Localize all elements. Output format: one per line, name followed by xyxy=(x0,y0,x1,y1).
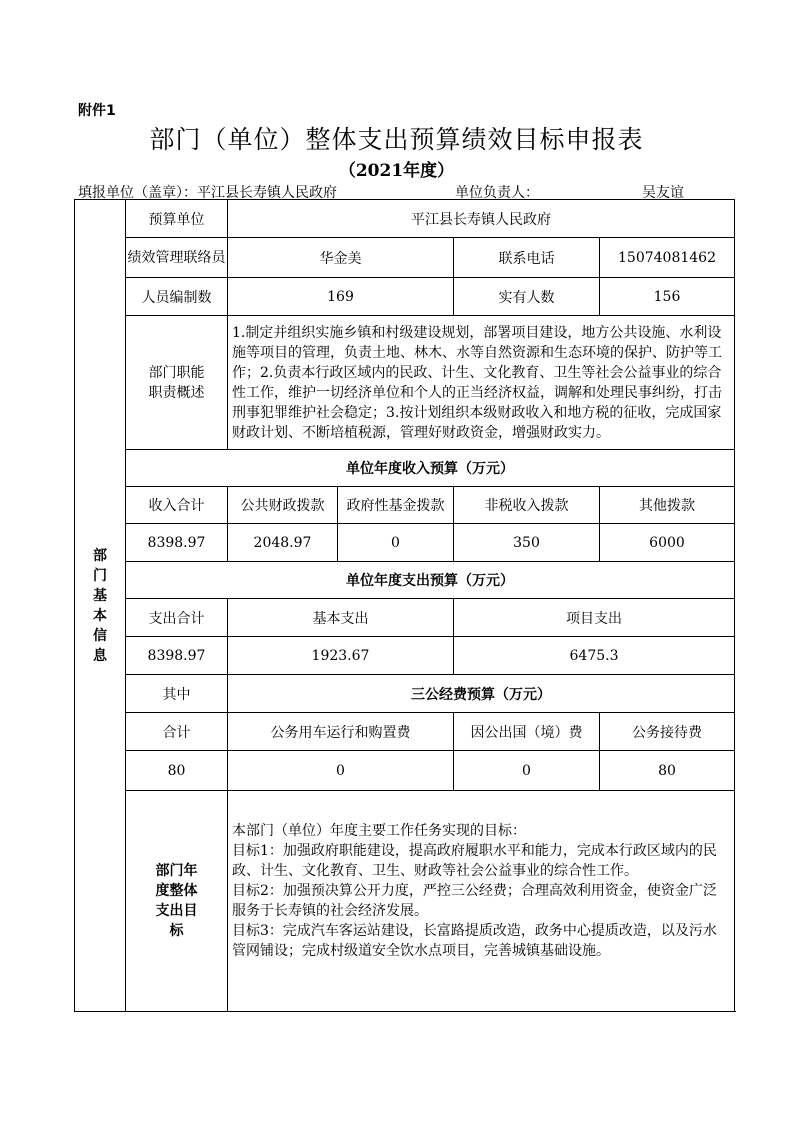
goals-intro: 本部门（单位）年度主要工作任务实现的目标： xyxy=(232,823,526,839)
duties-text: 1.制定并组织实施乡镇和村级建设规划，部署项目建设，地方公共设施、水利设施等项目的管理，负责土地、林木、水等自然资源和生态环境的保护、防护等工作；2.负责本行政区域内的民政、计生、文化教育、卫生等社会公益事业的综合性工作，维护一切经济单位和个人的正当经济权益，调解和处理民事纠纷，打击刑事犯罪维护社会稳定；3.按计划组织本级财政收入和地方税的征收，完成国家财政计划、不断培植税源，管理好财政资金，增强财政实力。 xyxy=(228,316,735,450)
actual-staff-value: 156 xyxy=(600,278,735,316)
income-value: 0 xyxy=(338,524,454,562)
phone-label: 联系电话 xyxy=(454,238,600,278)
income-value: 350 xyxy=(454,524,600,562)
expense-value: 8398.97 xyxy=(126,637,228,675)
staff-quota-label: 人员编制数 xyxy=(126,278,228,316)
three-public-header: 公务接待费 xyxy=(600,713,735,751)
actual-staff-label: 实有人数 xyxy=(454,278,600,316)
goal-item: 目标2：加强预决算公开力度，严控三公经费；合理高效利用资金，使资金广泛服务于长寿镇的社会经济发展。 xyxy=(232,883,717,919)
three-public-title: 三公经费预算（万元） xyxy=(228,675,735,713)
income-header: 其他拨款 xyxy=(600,487,735,524)
income-value: 8398.97 xyxy=(126,524,228,562)
three-public-value: 80 xyxy=(126,751,228,791)
head-label: 单位负责人： xyxy=(455,185,539,201)
expense-header: 支出合计 xyxy=(126,599,228,637)
goal-item: 目标1：加强政府职能建设，提高政府履职水平和能力，完成本行政区域内的民政、计生、文化教育、卫生、财政等社会公益事业的综合性工作。 xyxy=(232,843,717,879)
among-label: 其中 xyxy=(126,675,228,713)
three-public-header: 因公出国（境）费 xyxy=(454,713,600,751)
three-public-header: 公务用车运行和购置费 xyxy=(228,713,454,751)
report-year: （2021年度） xyxy=(338,161,455,181)
expense-header: 基本支出 xyxy=(228,599,454,637)
expense-value: 6475.3 xyxy=(454,637,735,675)
section-goals xyxy=(126,791,228,1012)
three-public-value: 0 xyxy=(228,751,454,791)
contact-value: 华金美 xyxy=(228,238,454,278)
page-title: 部门（单位）整体支出预算绩效目标申报表 xyxy=(149,125,644,154)
budget-unit-label: 预算单位 xyxy=(126,200,228,238)
section-basic-info xyxy=(75,200,126,1012)
income-value: 2048.97 xyxy=(228,524,338,562)
income-value: 6000 xyxy=(600,524,735,562)
goal-item: 目标3：完成汽车客运站建设，长富路提质改造，政务中心提质改造，以及污水管网铺设；完成村级道安全饮水点项目，完善城镇基础设施。 xyxy=(232,923,717,959)
three-public-value: 80 xyxy=(600,751,735,791)
income-header: 公共财政拨款 xyxy=(228,487,338,524)
expense-title: 单位年度支出预算（万元） xyxy=(126,562,735,599)
goals-cell xyxy=(228,791,735,1012)
three-public-value: 0 xyxy=(454,751,600,791)
expense-value: 1923.67 xyxy=(228,637,454,675)
expense-header: 项目支出 xyxy=(454,599,735,637)
income-header: 非税收入拨款 xyxy=(454,487,600,524)
income-title: 单位年度收入预算（万元） xyxy=(126,450,735,487)
income-header: 收入合计 xyxy=(126,487,228,524)
staff-quota-value: 169 xyxy=(228,278,454,316)
head-name: 吴友谊 xyxy=(642,185,684,201)
section-goals-label: 部门年度整体支出目标 xyxy=(155,863,198,939)
phone-value: 15074081462 xyxy=(600,238,735,278)
fill-unit: 填报单位（盖章）：平江县长寿镇人民政府 xyxy=(78,185,337,201)
contact-label: 绩效管理联络员 xyxy=(126,238,228,278)
budget-form-table xyxy=(74,199,735,1012)
budget-unit-value: 平江县长寿镇人民政府 xyxy=(228,200,735,238)
three-public-header: 合计 xyxy=(126,713,228,751)
duties-label: 部门职能职责概述 xyxy=(126,316,228,450)
attachment-label: 附件1 xyxy=(78,103,116,119)
section-basic-info-label: 部门基本信息 xyxy=(93,547,107,664)
income-header: 政府性基金拨款 xyxy=(338,487,454,524)
